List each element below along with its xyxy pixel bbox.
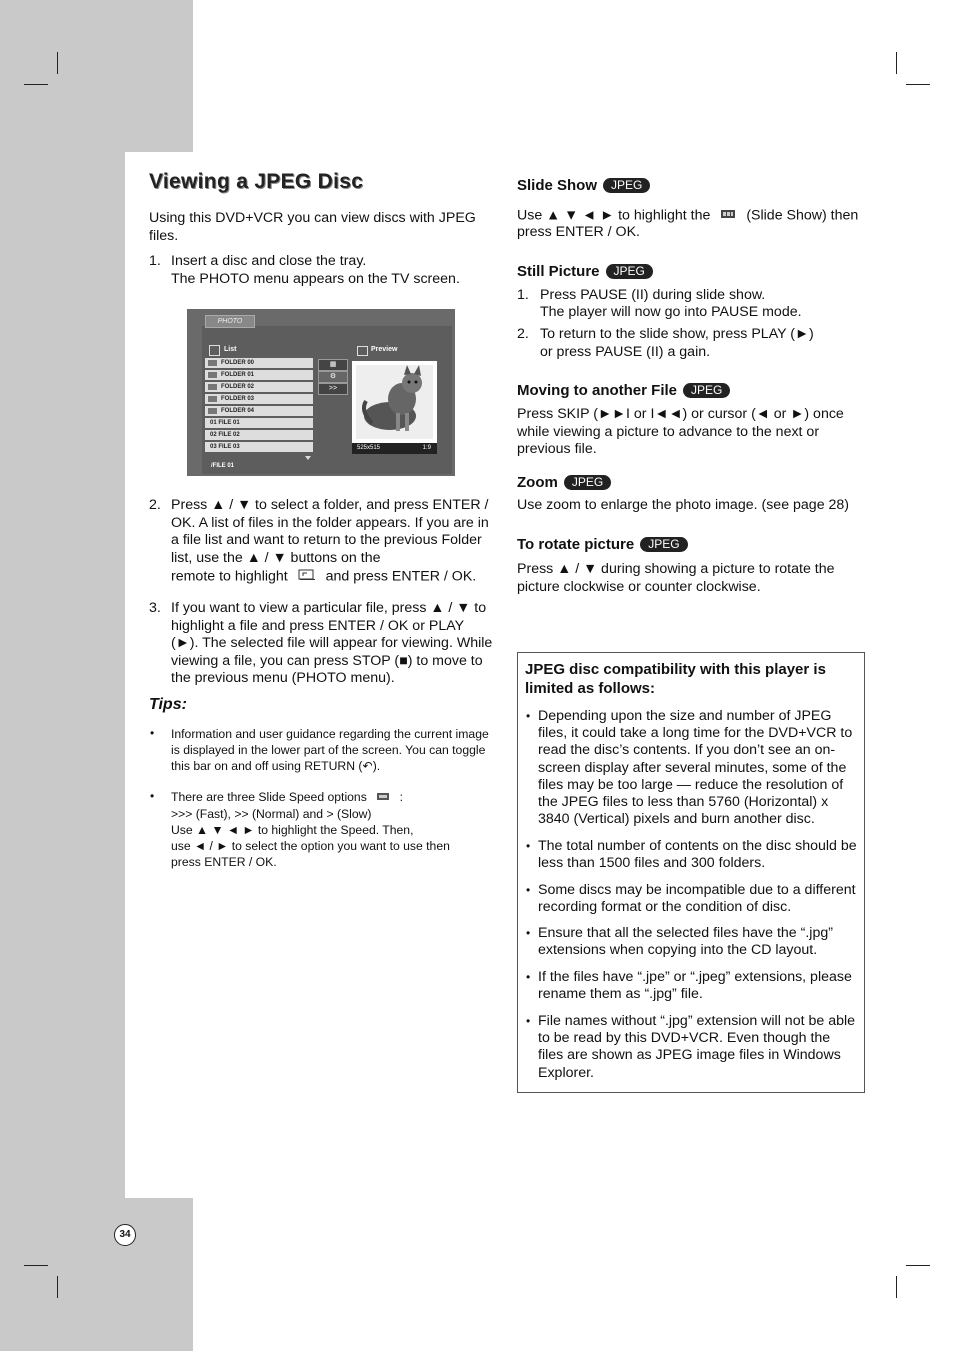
zoom-heading: Zoom JPEG — [517, 474, 611, 491]
list-header: List — [224, 346, 237, 353]
step-number: 2. — [517, 326, 529, 342]
gray-margin-bottom — [0, 1198, 193, 1351]
still-step1-sub: The player will now go into PAUSE mode. — [540, 304, 802, 320]
compatibility-item: If the files have “.jpe” or “.jpeg” extensions, please rename them as “.jpg” file. — [538, 969, 852, 1003]
settings-icon: ⚙ — [318, 371, 348, 383]
compatibility-item: File names without “.jpg” extension will not be able to be read by this DVD+VCR. Even though the files are shown as JPEG image files in Windows Explorer. — [538, 1013, 856, 1081]
crop-mark — [24, 1265, 48, 1266]
gray-margin-top — [0, 0, 193, 152]
step-number: 2. — [149, 497, 161, 513]
still-step1: Press PAUSE (II) during slide show. — [540, 287, 766, 303]
image-resolution: 525x515 — [357, 445, 381, 451]
list-item: FOLDER 00 — [205, 358, 313, 368]
tip-slide-speed: There are three Slide Speed options : >>> (Fast), >> (Normal) and > (Slow) Use ▲ ▼ ◄ ► to highlight the Speed. Then, use ◄ / ► to select the option you want to use then press ENTER / OK. — [171, 790, 450, 869]
rotate-heading: To rotate picture JPEG — [517, 536, 688, 553]
bullet: • — [150, 789, 155, 803]
scroll-down-icon — [305, 456, 311, 460]
list-item: FOLDER 04 — [205, 406, 313, 416]
image-ratio: 1:9 — [422, 445, 431, 451]
step1-text: Insert a disc and close the tray. — [171, 253, 367, 269]
crop-mark — [24, 84, 48, 85]
folder-icon — [208, 408, 217, 414]
speed-button: >> — [318, 383, 348, 395]
slide-show-text-2: press ENTER / OK. — [517, 224, 640, 240]
folder-up-icon — [298, 568, 316, 586]
step2-text: Press ▲ / ▼ to select a folder, and press ENTER / OK. A list of files in the folder appears. If you are in a file list and want to return to the previous Folder list, use the ▲ / ▼ buttons on the — [171, 497, 489, 566]
crop-mark — [896, 1276, 897, 1298]
compatibility-item: Ensure that all the selected files have the “.jpg” extensions when copying into the CD layout. — [538, 925, 833, 959]
step3-text: If you want to view a particular file, press ▲ / ▼ to highlight a file and press ENTER / OK or PLAY (►). The selected file will appear for viewing. While viewing a file, you can press STOP (■) to move to the previous menu (PHOTO menu). — [171, 600, 493, 686]
bullet: • — [526, 926, 531, 940]
jpeg-badge: JPEG — [603, 178, 650, 193]
bullet: • — [526, 883, 531, 897]
jpeg-badge: JPEG — [683, 383, 730, 398]
list-item: 02 FILE 02 — [205, 430, 313, 440]
slideshow-icon: ▦ — [318, 359, 348, 371]
folder-icon — [208, 384, 217, 390]
page-title: Viewing a JPEG Disc — [149, 170, 364, 193]
still-picture-heading: Still Picture JPEG — [517, 263, 653, 280]
list-icon — [209, 345, 220, 356]
bullet: • — [526, 839, 531, 853]
intro-text: Using this DVD+VCR you can view discs with JPEG files. — [149, 210, 476, 244]
crop-mark — [896, 52, 897, 74]
list-item: FOLDER 02 — [205, 382, 313, 392]
still-step2-sub: or press PAUSE (II) a gain. — [540, 344, 711, 360]
bullet: • — [150, 726, 155, 740]
compatibility-item: Depending upon the size and number of JPEG files, it could take a long time for the DVD+VCR to read the disc’s contents. If you don’t see an on-screen display after several minutes, some of the files may be too large — reduce the resolution of the JPEG files to less than 5760 (Horizontal) x 3840 (Vertical) pixels and burn another disc. — [538, 708, 853, 828]
still-step2: To return to the slide show, press PLAY (►) — [540, 326, 814, 342]
preview-header: Preview — [371, 346, 398, 353]
folder-icon — [208, 372, 217, 378]
cat-photo — [352, 361, 437, 443]
compatibility-item: The total number of contents on the disc should be less than 1500 files and 300 folders. — [538, 838, 857, 872]
gray-margin-side — [0, 152, 125, 1199]
tips-heading: Tips: — [149, 696, 187, 713]
step-number: 1. — [517, 287, 529, 303]
rotate-text: Press ▲ / ▼ during showing a picture to rotate the picture clockwise or counter clockwise. — [517, 561, 835, 595]
photo-menu-screenshot — [187, 309, 455, 476]
current-file: /FILE 01 — [211, 463, 235, 469]
crop-mark — [57, 52, 58, 74]
preview-icon — [357, 346, 368, 356]
jpeg-badge: JPEG — [564, 475, 611, 490]
slide-show-text: Use ▲ ▼ ◄ ► to highlight the (Slide Show) then — [517, 207, 859, 224]
zoom-text: Use zoom to enlarge the photo image. (see page 28) — [517, 497, 850, 513]
crop-mark — [57, 1276, 58, 1298]
bullet: • — [526, 970, 531, 984]
bullet: • — [526, 709, 531, 723]
return-icon: ↶ — [362, 759, 373, 773]
list-item: FOLDER 01 — [205, 370, 313, 380]
moving-file-heading: Moving to another File JPEG — [517, 382, 730, 399]
crop-mark — [906, 84, 930, 85]
page-number: 34 — [114, 1224, 136, 1246]
jpeg-badge: JPEG — [606, 264, 653, 279]
compatibility-title: JPEG disc compatibility with this player is limited as follows: — [525, 661, 826, 697]
slide-show-heading: Slide Show JPEG — [517, 177, 650, 194]
step2-end: remote to highlight and press ENTER / OK. — [171, 568, 477, 585]
step1-subtext: The PHOTO menu appears on the TV screen. — [171, 271, 460, 287]
speed-icon — [376, 790, 390, 806]
image-info-bar — [352, 443, 437, 454]
slideshow-icon — [720, 207, 736, 225]
step-number: 3. — [149, 600, 161, 616]
bullet: • — [526, 1014, 531, 1028]
list-item: 01 FILE 01 — [205, 418, 313, 428]
tip-return: Information and user guidance regarding the current image is displayed in the lower part of the screen. You can toggle this bar on and off using RETURN (↶). — [171, 727, 489, 773]
folder-icon — [208, 360, 217, 366]
compatibility-item: Some discs may be incompatible due to a different recording format or the condition of disc. — [538, 882, 856, 916]
list-item: FOLDER 03 — [205, 394, 313, 404]
menu-tab: PHOTO — [205, 315, 255, 328]
moving-file-text: Press SKIP (►►I or I◄◄) or cursor (◄ or ►) once while viewing a picture to advance to the next or previous file. — [517, 406, 844, 457]
crop-mark — [906, 1265, 930, 1266]
step-number: 1. — [149, 253, 161, 269]
jpeg-badge: JPEG — [640, 537, 687, 552]
list-item: 03 FILE 03 — [205, 442, 313, 452]
folder-icon — [208, 396, 217, 402]
